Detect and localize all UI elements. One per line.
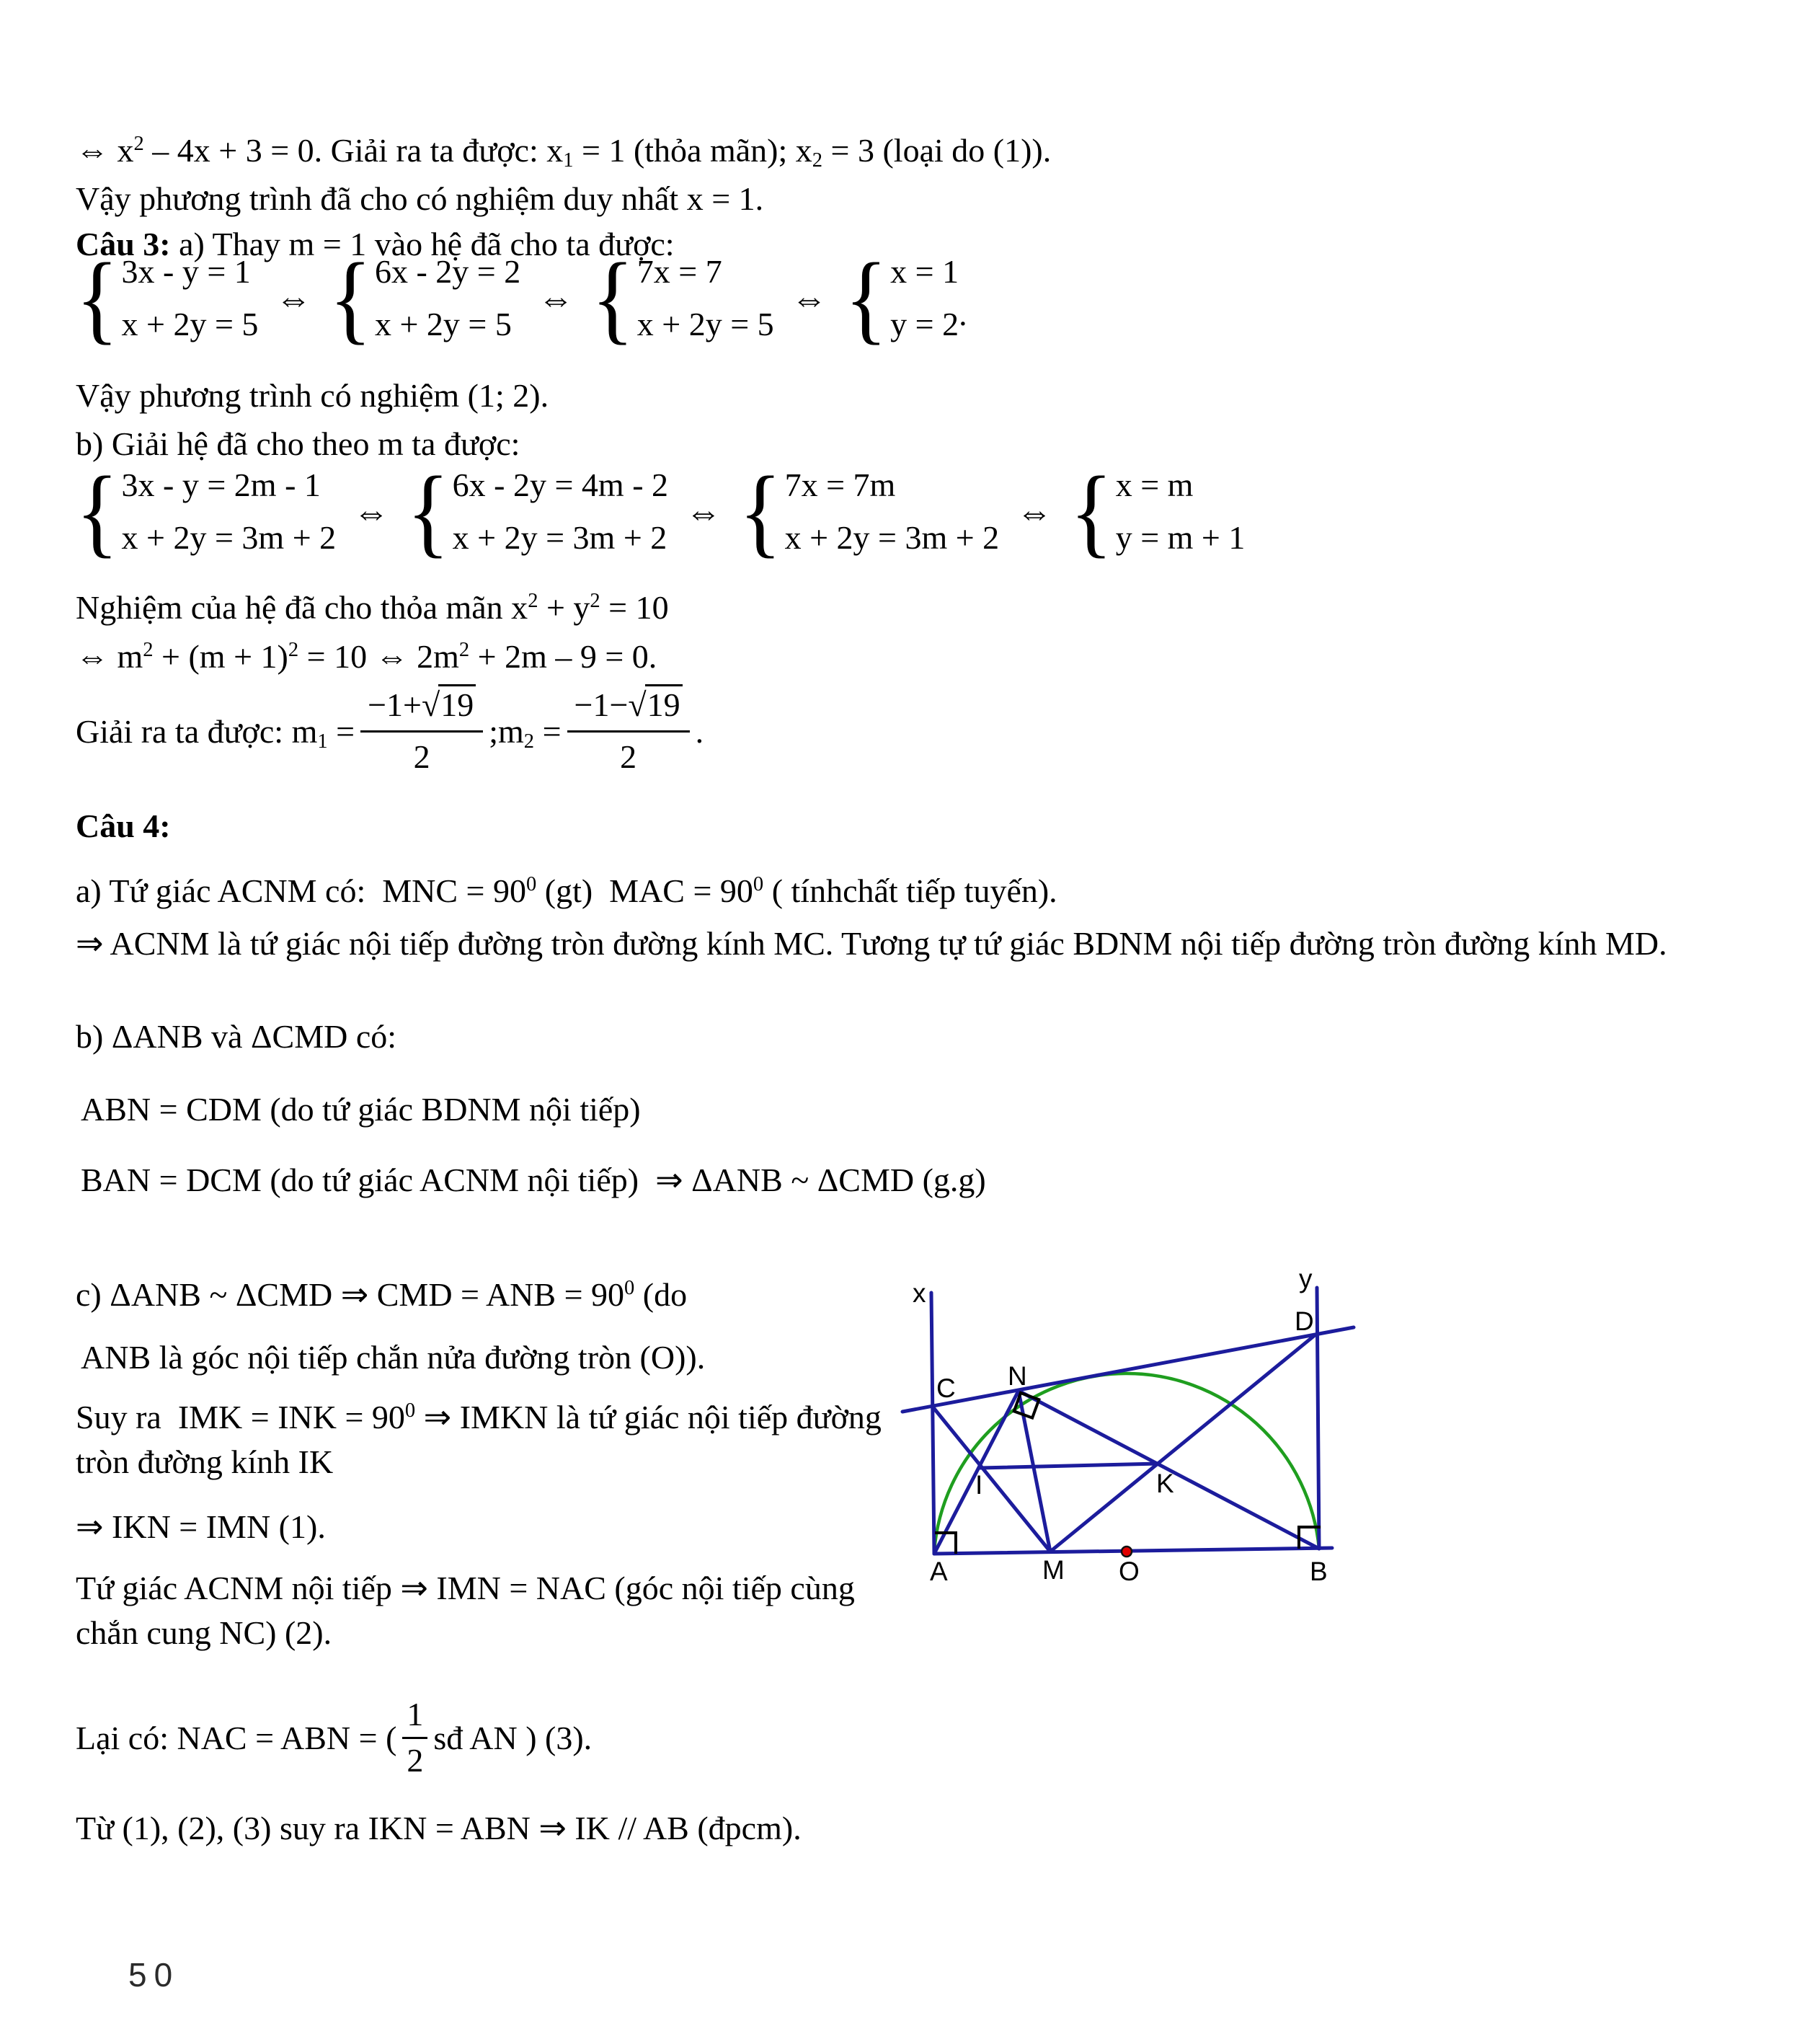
system-group	[329, 242, 521, 354]
c-line5: Tứ giác ACNM nội tiếp ⇒ IMN = NAC (góc nội tiếp cùng chắn cung NC) (2).	[76, 1570, 855, 1651]
label-I: I	[975, 1470, 983, 1500]
equation: x + 2y = 3m + 2	[784, 519, 1000, 556]
equation: x = m	[1115, 466, 1194, 504]
result-a: Vậy phương trình có nghiệm (1; 2).	[76, 377, 549, 414]
brace-symbol: {	[844, 242, 888, 354]
system-group	[1070, 456, 1246, 567]
equation: x + 2y = 3m + 2	[452, 519, 667, 556]
equation: x + 2y = 3m + 2	[121, 519, 337, 556]
equation: x + 2y = 5	[374, 306, 512, 342]
label-K: K	[1156, 1469, 1174, 1498]
system-group	[591, 242, 774, 354]
lai-co-pre: Lại có: NAC = ABN = (	[76, 1719, 397, 1756]
equiv-arrow: ⇔	[1016, 492, 1053, 532]
brace-symbol: {	[1070, 456, 1113, 567]
fraction-m2: $\frac{-1-√19}{2}$	[567, 686, 690, 777]
label-N: N	[1008, 1361, 1027, 1391]
equation-system-b	[76, 456, 1246, 567]
equation: x + 2y = 5	[121, 306, 259, 342]
cau3-label: Câu 3:	[76, 226, 171, 262]
equation: x + 2y = 5	[636, 306, 774, 342]
equation: x = 1	[890, 253, 959, 291]
brace-symbol: {	[76, 242, 119, 354]
m-solutions	[76, 686, 704, 777]
semicircle-arc	[934, 1373, 1319, 1552]
equiv-arrow: ⇔	[791, 278, 827, 319]
label-B: B	[1310, 1557, 1328, 1586]
brace-symbol: {	[407, 456, 450, 567]
equation: 3x - y = 2m - 1	[121, 466, 321, 504]
equation: 6x - 2y = 4m - 2	[452, 466, 669, 504]
line-AB	[934, 1548, 1332, 1554]
line-Ax-tangent	[931, 1293, 934, 1554]
brace-symbol: {	[76, 456, 119, 567]
equation: 3x - y = 1	[121, 253, 251, 291]
label-M: M	[1042, 1555, 1065, 1585]
geometry-figure	[894, 1258, 1406, 1619]
radical-icon: √	[628, 686, 645, 723]
part-b-line: b) ΔANB và ΔCMD có:	[76, 1018, 397, 1055]
line-IK	[980, 1464, 1158, 1468]
label-D: D	[1295, 1306, 1314, 1336]
brace-symbol: {	[591, 242, 634, 354]
abn-line: ABN = CDM (do tứ giác BDNM nội tiếp)	[81, 1091, 641, 1128]
solve-prefix: Giải ra ta được: $m_1$ =	[76, 712, 355, 753]
solve-separator: $;m_2$ =	[489, 712, 562, 753]
center-point-O	[1122, 1547, 1132, 1557]
label-x: x	[913, 1278, 926, 1308]
fraction-m1: $\frac{-1+√19}{2}$	[360, 686, 483, 777]
label-C: C	[936, 1373, 956, 1403]
fraction-half: $\frac{1}{2}$	[402, 1696, 427, 1780]
system-group	[739, 456, 1000, 567]
equation: y = m + 1	[1115, 519, 1246, 556]
system-group	[76, 456, 337, 567]
system-tail: .	[959, 296, 967, 332]
c-line7: Từ (1), (2), (3) suy ra IKN = ABN ⇒ IK // AB (đpcm).	[76, 1810, 802, 1846]
ban-line: BAN = DCM (do tứ giác ACNM nội tiếp) ⇒ ΔANB ~ ΔCMD (g.g)	[81, 1162, 986, 1198]
part-b-intro: b) Giải hệ đã cho theo m ta được:	[76, 425, 520, 462]
label-A: A	[930, 1557, 948, 1586]
equation: 6x - 2y = 2	[374, 253, 521, 291]
equation: y = 2	[890, 306, 959, 342]
solution-line-conclusion1: Vậy phương trình đã cho có nghiệm duy nhất x = 1.	[76, 180, 764, 217]
c-line1: c) ΔANB ~ ΔCMD ⇒ CMD = ANB = $90^0$ (do	[76, 1276, 688, 1313]
page-number: 50	[128, 1956, 180, 1994]
cau3-intro: a) Thay m = 1 vào hệ đã cho ta được:	[170, 226, 675, 262]
m1-subscript: 1	[317, 730, 328, 753]
m2-subscript: 2	[523, 730, 535, 753]
acnm-paragraph: ⇒ ACNM là tứ giác nội tiếp đường tròn đường kính MC. Tương tự tứ giác BDNM nội tiếp đường tròn đường kính MD.	[76, 925, 1667, 962]
condition-line: Nghiệm của hệ đã cho thỏa mãn $x^2 + y^2 = 10$	[76, 589, 669, 626]
equation: 7x = 7m	[784, 466, 896, 504]
c-line2: ANB là góc nội tiếp chắn nửa đường tròn (O)).	[81, 1339, 706, 1376]
label-O: O	[1119, 1557, 1140, 1586]
c-line4: ⇒ IKN = IMN (1).	[76, 1508, 326, 1545]
line-By-tangent	[1317, 1288, 1319, 1549]
solution-line-quadratic: ⇔ $x^2 - 4x + 3 = 0$. Giải ra ta được: $x_1 = 1$ (thỏa mãn); $x_2 = 3$ (loại do (1)).	[76, 132, 1052, 172]
c-line3: Suy ra IMK = INK = $90^0$ ⇒ IMKN là tứ giác nội tiếp đường tròn đường kính IK	[76, 1399, 882, 1480]
brace-symbol: {	[739, 456, 782, 567]
equiv-arrow: ⇔	[275, 278, 312, 319]
brace-symbol: {	[329, 242, 372, 354]
radical-icon: √	[421, 686, 439, 723]
lai-co-post: sđ AN ) (3).	[433, 1719, 593, 1756]
equiv-arrow: ⇔	[685, 492, 722, 532]
equiv-arrow: ⇔	[538, 278, 574, 319]
m-equation-line: ⇔ $m^2 + (m + 1)^2 = 10$ ⇔ $2m^2 + 2m - 9 = 0$.	[76, 638, 657, 675]
cau4-label: Câu 4:	[76, 808, 171, 844]
label-y: y	[1299, 1264, 1313, 1293]
part-a-line: a) Tứ giác ACNM có: MNC = $90^0$ (gt) MAC = $90^0$ ( tínhchất tiếp tuyến).	[76, 872, 1057, 909]
equation: 7x = 7	[636, 253, 722, 291]
system-group	[407, 456, 669, 567]
equiv-arrow: ⇔	[353, 492, 390, 532]
lai-co-line	[76, 1696, 592, 1780]
line-CND-secant	[902, 1327, 1354, 1412]
cau4-heading	[76, 804, 171, 849]
system-group	[844, 242, 959, 354]
solve-period: .	[695, 712, 704, 750]
